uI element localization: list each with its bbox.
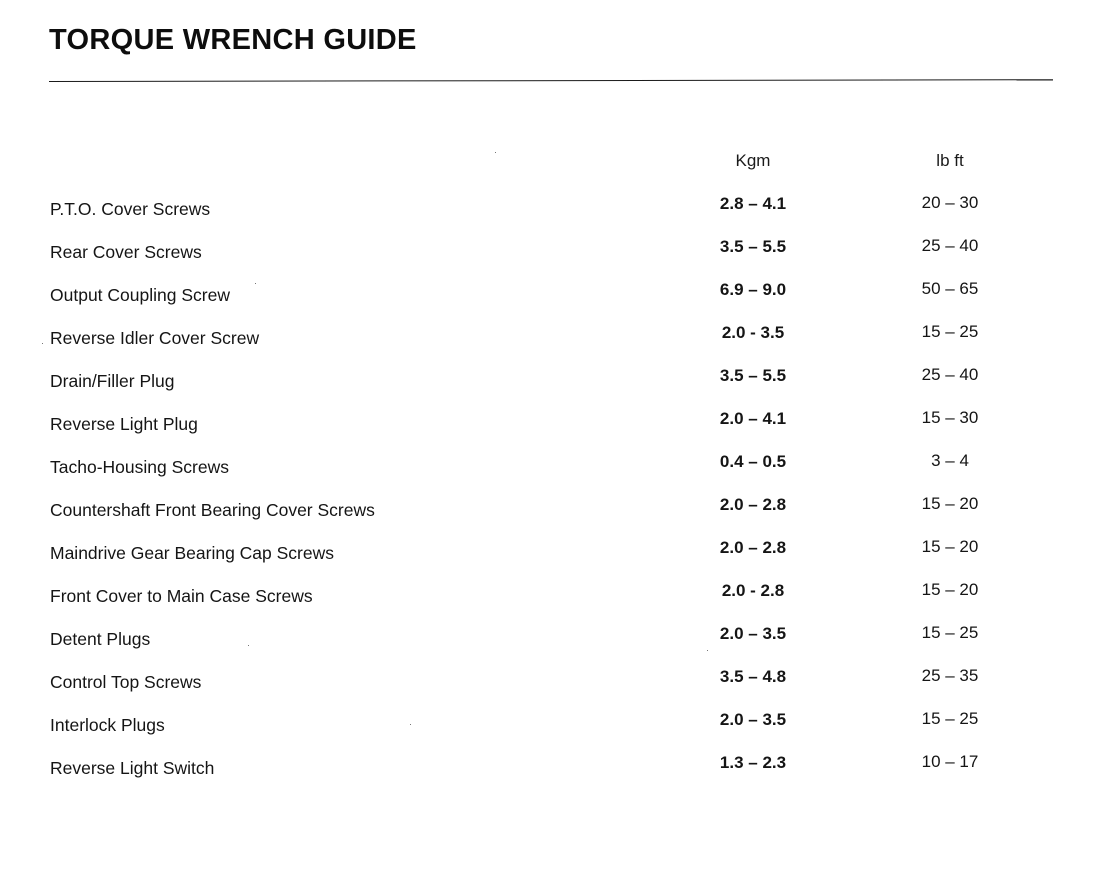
row-label: Drain/Filler Plug <box>50 371 175 391</box>
row-label: Reverse Light Switch <box>50 758 215 778</box>
row-label: Front Cover to Main Case Screws <box>50 586 313 606</box>
row-kgm-value: 2.0 – 3.5 <box>719 710 787 729</box>
table-row <box>0 623 1099 659</box>
row-label: Tacho-Housing Screws <box>50 457 229 477</box>
scan-speck <box>410 724 411 725</box>
table-row <box>0 408 1099 444</box>
row-kgm-value: 3.5 – 4.8 <box>719 667 787 686</box>
row-label: Control Top Screws <box>50 672 202 692</box>
row-label: Rear Cover Screws <box>50 242 202 262</box>
row-label: Maindrive Gear Bearing Cap Screws <box>50 543 335 563</box>
row-lbft-value: 15 – 20 <box>921 580 979 599</box>
table-row <box>0 580 1099 616</box>
table-row <box>0 494 1099 530</box>
row-label: Detent Plugs <box>50 629 151 649</box>
row-label: P.T.O. Cover Screws <box>50 199 211 219</box>
table-row <box>0 279 1099 315</box>
page-title: TORQUE WRENCH GUIDE <box>49 24 417 56</box>
row-lbft-value: 3 – 4 <box>931 451 969 470</box>
row-kgm-value: 2.0 - 2.8 <box>721 581 785 600</box>
row-kgm-value: 0.4 – 0.5 <box>719 452 787 471</box>
scan-speck <box>707 650 708 651</box>
row-kgm-value: 6.9 – 9.0 <box>719 280 787 299</box>
row-kgm-value: 2.0 - 3.5 <box>721 323 785 342</box>
row-kgm-value: 2.8 – 4.1 <box>719 194 787 213</box>
row-lbft-value: 15 – 30 <box>921 408 979 427</box>
row-kgm-value: 2.0 – 2.8 <box>719 495 787 514</box>
row-kgm-value: 3.5 – 5.5 <box>719 237 787 256</box>
table-row <box>0 666 1099 702</box>
scan-speck <box>255 283 256 284</box>
row-lbft-value: 25 – 35 <box>921 666 979 685</box>
row-lbft-value: 15 – 25 <box>921 709 979 728</box>
table-row <box>0 193 1099 229</box>
row-label: Reverse Idler Cover Screw <box>50 328 260 348</box>
row-lbft-value: 25 – 40 <box>921 236 979 255</box>
table-row <box>0 236 1099 272</box>
scan-speck <box>495 152 496 153</box>
scan-speck <box>42 343 43 344</box>
row-kgm-value: 2.0 – 4.1 <box>719 409 787 428</box>
table-row <box>0 537 1099 573</box>
row-lbft-value: 25 – 40 <box>921 365 979 384</box>
row-lbft-value: 15 – 25 <box>921 322 979 341</box>
scan-speck <box>248 645 249 646</box>
table-row <box>0 752 1099 788</box>
row-kgm-value: 3.5 – 5.5 <box>719 366 787 385</box>
row-label: Countershaft Front Bearing Cover Screws <box>50 500 375 520</box>
row-label: Output Coupling Screw <box>50 285 230 305</box>
row-kgm-value: 2.0 – 2.8 <box>719 538 787 557</box>
table-row <box>0 451 1099 487</box>
row-label: Interlock Plugs <box>50 715 165 735</box>
row-lbft-value: 15 – 20 <box>921 537 979 556</box>
row-kgm-value: 1.3 – 2.3 <box>719 753 787 772</box>
column-header-lbft: lb ft <box>936 151 964 170</box>
row-lbft-value: 15 – 20 <box>921 494 979 513</box>
table-row <box>0 709 1099 745</box>
column-header-kgm: Kgm <box>735 151 771 170</box>
table-row <box>0 322 1099 358</box>
table-row <box>0 365 1099 401</box>
row-lbft-value: 10 – 17 <box>921 752 979 771</box>
row-lbft-value: 20 – 30 <box>921 193 979 212</box>
row-lbft-value: 50 – 65 <box>921 279 979 298</box>
row-lbft-value: 15 – 25 <box>921 623 979 642</box>
row-label: Reverse Light Plug <box>50 414 198 434</box>
row-kgm-value: 2.0 – 3.5 <box>719 624 787 643</box>
